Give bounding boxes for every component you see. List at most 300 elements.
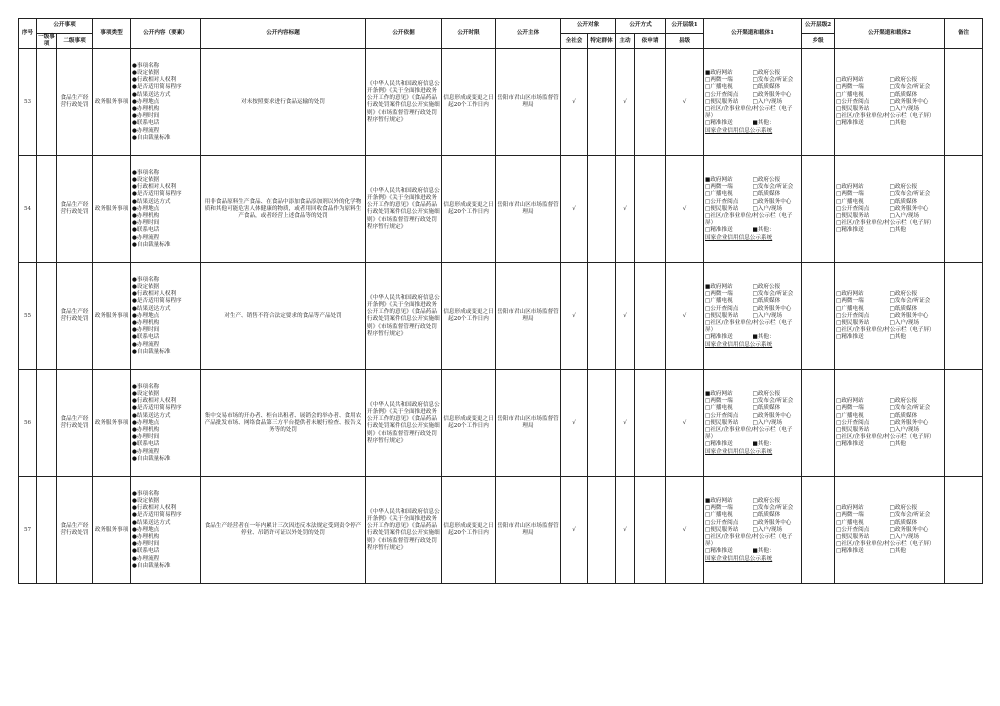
channel1-option: ■其他： — [752, 548, 775, 555]
content-item: ●办理流程 — [132, 448, 160, 455]
channel2-option: □社区/企事业单位/村公示栏（电子屏） — [836, 220, 935, 227]
content-item-list — [132, 63, 199, 142]
row-mode-active-check: √ — [616, 477, 635, 584]
row-level1-item — [37, 156, 57, 263]
row-level1-item — [37, 263, 57, 370]
row-subject: 岳阳市君山区市场监督管理局 — [496, 49, 561, 156]
channel2-option: □发布会/听证会 — [889, 512, 931, 519]
content-item: ●联系电话 — [132, 441, 160, 448]
row-mode-active-check: √ — [616, 263, 635, 370]
channel2-option: □入户/现场 — [889, 534, 920, 540]
channel2-option: □政府网站 — [836, 505, 864, 512]
channel2-option: □政务服务中心 — [889, 419, 929, 426]
content-item: ●办理流程 — [132, 341, 160, 348]
channel1-option: □广播电视 — [705, 512, 733, 519]
channel2-option: □政务服务中心 — [889, 526, 929, 533]
channel1-option: □政务服务中心 — [752, 91, 792, 98]
channel1-option: □发布会/听证会 — [752, 184, 794, 191]
content-item: ●办理时间 — [132, 220, 160, 227]
channel2-option: □政务服务中心 — [889, 205, 929, 212]
row-remark — [945, 49, 983, 156]
row-channel2 — [835, 477, 945, 584]
row-content-items — [131, 477, 201, 584]
channel1-other-system-link: 国家企业信用信息公示系统 — [705, 234, 773, 241]
content-item: ●设定依据 — [132, 390, 160, 397]
header-content: 公开内容（要素） — [131, 19, 201, 49]
row-level2-township — [802, 370, 835, 477]
channel2-option: □入户/现场 — [889, 106, 920, 112]
header-level1-county: 县级 — [666, 34, 704, 49]
content-item: ●办理机构 — [132, 534, 160, 540]
content-item: ●办理机构 — [132, 106, 160, 112]
channel1-other-system-link: 国家企业信用信息公示系统 — [705, 341, 773, 348]
content-item: ●事项名称 — [132, 276, 160, 283]
row-audience-specific — [588, 263, 616, 370]
channel1-option: □公开查阅点 — [705, 519, 739, 526]
content-item: ●结果送达方式 — [132, 412, 171, 419]
row-seq: 53 — [19, 49, 37, 156]
channel2-option: □精准推送 — [836, 441, 864, 448]
row-remark — [945, 370, 983, 477]
row-audience-specific — [588, 370, 616, 477]
content-item: ●自由裁量标准 — [132, 455, 171, 462]
row-audience-specific — [588, 49, 616, 156]
content-item: ●是否适用简易程序 — [132, 405, 182, 412]
row-basis: 《中华人民共和国政府信息公开条例》《关于全面推进政务公开工作的意见》《食品药品行政处罚案件信息公开实施细则》《市场监督管理行政处罚程序暂行规定》 — [366, 263, 442, 370]
header-title: 公开内容标题 — [201, 19, 366, 49]
channel1-option: □发布会/听证会 — [752, 505, 794, 512]
row-type: 政务服务事项 — [93, 263, 131, 370]
channel1-option: □发布会/听证会 — [752, 291, 794, 298]
header-mode: 公开方式 — [616, 19, 666, 34]
content-item: ●办理时间 — [132, 434, 160, 441]
row-remark — [945, 477, 983, 584]
channel1-option: □政府公报 — [752, 176, 781, 183]
row-subject: 岳阳市君山区市场监督管理局 — [496, 156, 561, 263]
content-item: ●自由裁量标准 — [132, 134, 171, 141]
row-channel2 — [835, 156, 945, 263]
row-level1-item — [37, 49, 57, 156]
channel2-option: □纸质媒体 — [889, 198, 918, 205]
channel1-option: □纸质媒体 — [752, 298, 781, 305]
row-mode-active-check: √ — [616, 370, 635, 477]
row-mode-active-check: √ — [616, 49, 635, 156]
header-audience-all: 全社会 — [561, 34, 588, 49]
header-mode-active: 主动 — [616, 34, 635, 49]
content-item: ●设定依据 — [132, 69, 160, 76]
content-item: ●是否适用简易程序 — [132, 84, 182, 91]
channel1-option: ■其他： — [752, 227, 775, 234]
row-title: 对生产、销售不符合法定要求的食品等产品处罚 — [201, 263, 366, 370]
table-body — [19, 49, 983, 584]
header-matter: 公开事项 — [37, 19, 93, 34]
row-mode-apply — [635, 49, 666, 156]
row-basis: 《中华人民共和国政府信息公开条例》《关于全面推进政务公开工作的意见》《食品药品行政处罚案件信息公开实施细则》《市场监督管理行政处罚程序暂行规定》 — [366, 156, 442, 263]
channel2-option: □广播电视 — [836, 305, 864, 312]
channel1-option: ■政府网站 — [705, 390, 733, 397]
row-mode-apply — [635, 477, 666, 584]
channel2-option: □发布会/听证会 — [889, 191, 931, 198]
header-seq: 序号 — [19, 19, 37, 49]
row-type: 政务服务事项 — [93, 49, 131, 156]
channel2-option: □广播电视 — [836, 519, 864, 526]
header-mode-apply: 依申请 — [635, 34, 666, 49]
channel1-option: □公开查阅点 — [705, 91, 739, 98]
channel2-option: □政府网站 — [836, 291, 864, 298]
row-mode-apply — [635, 156, 666, 263]
channel2-options — [836, 184, 943, 234]
channel2-option: □公开查阅点 — [836, 419, 870, 426]
channel2-option: □社区/企事业单位/村公示栏（电子屏） — [836, 541, 935, 548]
channel2-option: □社区/企事业单位/村公示栏（电子屏） — [836, 113, 935, 120]
header-level2: 公开层级2 — [802, 19, 835, 34]
content-item: ●是否适用简易程序 — [132, 191, 182, 198]
channel2-option: □便民服务站 — [836, 427, 870, 433]
channel2-option: □便民服务站 — [836, 534, 870, 540]
row-title: 对未按照要求进行食品运输的处罚 — [201, 49, 366, 156]
channel1-other-system-link: 国家企业信用信息公示系统 — [705, 448, 773, 455]
content-item: ●办理时间 — [132, 541, 160, 548]
channel1-options — [705, 70, 800, 135]
row-seq: 54 — [19, 156, 37, 263]
row-mode-apply — [635, 263, 666, 370]
channel2-option: □政府公报 — [889, 291, 918, 298]
row-audience-all-check: √ — [561, 370, 588, 477]
row-audience-all-check: √ — [561, 49, 588, 156]
content-item: ●行政相对人权利 — [132, 505, 177, 512]
row-basis: 《中华人民共和国政府信息公开条例》《关于全面推进政务公开工作的意见》《食品药品行政处罚案件信息公开实施细则》《市场监督管理行政处罚程序暂行规定》 — [366, 477, 442, 584]
channel1-option: □纸质媒体 — [752, 512, 781, 519]
channel1-option: □便民服务站 — [705, 526, 739, 533]
channel2-option: □政府公报 — [889, 184, 918, 191]
channel1-option: □两微一端 — [705, 505, 733, 512]
channel1-option: □政务服务中心 — [752, 412, 792, 419]
content-item: ●事项名称 — [132, 490, 160, 497]
channel1-option: □精准推送 — [705, 334, 733, 341]
row-remark — [945, 156, 983, 263]
row-level1-county-check: √ — [666, 477, 704, 584]
row-subject: 岳阳市君山区市场监督管理局 — [496, 370, 561, 477]
content-item: ●联系电话 — [132, 120, 160, 127]
content-item: ●结果送达方式 — [132, 91, 171, 98]
table-row — [19, 477, 983, 584]
channel1-option: □公开查阅点 — [705, 412, 739, 419]
channel1-option: □入户/现场 — [752, 98, 783, 105]
channel2-option: □其他 — [889, 548, 907, 555]
channel1-option: □便民服务站 — [705, 205, 739, 212]
header-basis: 公开依据 — [366, 19, 442, 49]
row-level2-township — [802, 263, 835, 370]
channel1-option: □精准推送 — [705, 227, 733, 234]
header-audience-specific: 特定群体 — [588, 34, 616, 49]
channel2-option: □社区/企事业单位/村公示栏（电子屏） — [836, 327, 935, 334]
channel2-option: □公开查阅点 — [836, 526, 870, 533]
row-subject: 岳阳市君山区市场监督管理局 — [496, 263, 561, 370]
content-item: ●是否适用简易程序 — [132, 512, 182, 519]
channel2-option: □社区/企事业单位/村公示栏（电子屏） — [836, 434, 935, 441]
content-item: ●办理地点 — [132, 205, 160, 212]
channel1-option: □纸质媒体 — [752, 191, 781, 198]
row-type: 政务服务事项 — [93, 477, 131, 584]
row-audience-all-check: √ — [561, 156, 588, 263]
channel1-option: □政府公报 — [752, 283, 781, 290]
header-channel1: 公开渠道和载体1 — [704, 19, 802, 49]
channel1-other-system-link: 国家企业信用信息公示系统 — [705, 555, 773, 562]
row-seq: 57 — [19, 477, 37, 584]
row-audience-all-check: √ — [561, 477, 588, 584]
channel2-option: □两微一端 — [836, 84, 864, 91]
table-row — [19, 263, 983, 370]
channel1-option: □政务服务中心 — [752, 305, 792, 312]
channel1-option: □社区/企事业单位/村公示栏（电子屏） — [705, 106, 793, 120]
channel2-option: □两微一端 — [836, 405, 864, 412]
header-level1: 公开层级1 — [666, 19, 704, 34]
channel2-option: □便民服务站 — [836, 213, 870, 219]
channel2-option: □便民服务站 — [836, 106, 870, 112]
channel2-option: □便民服务站 — [836, 320, 870, 326]
channel2-option: □其他 — [889, 120, 907, 127]
content-item: ●行政相对人权利 — [132, 291, 177, 298]
channel1-option: □两微一端 — [705, 77, 733, 84]
channel1-option: □精准推送 — [705, 120, 733, 127]
row-channel1 — [704, 263, 802, 370]
channel1-option: □广播电视 — [705, 191, 733, 198]
content-item: ●设定依据 — [132, 176, 160, 183]
channel1-options — [705, 498, 800, 563]
channel1-other-system-link: 国家企业信用信息公示系统 — [705, 127, 773, 134]
row-time-limit: 信息形成或变更之日起20个工作日内 — [442, 370, 496, 477]
channel2-options — [836, 505, 943, 555]
row-content-items — [131, 263, 201, 370]
channel2-option: □两微一端 — [836, 512, 864, 519]
row-remark — [945, 263, 983, 370]
header-subject: 公开主体 — [496, 19, 561, 49]
row-level2-item: 食品生产经营行政处罚 — [57, 263, 93, 370]
channel2-options — [836, 398, 943, 448]
channel2-option: □两微一端 — [836, 298, 864, 305]
channel1-options — [705, 284, 800, 349]
channel1-option: □政务服务中心 — [752, 519, 792, 526]
channel2-option: □政府公报 — [889, 398, 918, 405]
content-item: ●办理地点 — [132, 526, 160, 533]
content-item: ●办理机构 — [132, 427, 160, 433]
disclosure-table — [18, 18, 983, 584]
row-level1-item — [37, 370, 57, 477]
channel1-option: □两微一端 — [705, 184, 733, 191]
channel1-option: □广播电视 — [705, 84, 733, 91]
table-row — [19, 156, 983, 263]
content-item: ●事项名称 — [132, 169, 160, 176]
row-basis: 《中华人民共和国政府信息公开条例》《关于全面推进政务公开工作的意见》《食品药品行政处罚案件信息公开实施细则》《市场监督管理行政处罚程序暂行规定》 — [366, 370, 442, 477]
channel1-option: ■其他： — [752, 441, 775, 448]
header-row-1 — [19, 19, 983, 34]
channel2-option: □公开查阅点 — [836, 98, 870, 105]
content-item: ●自由裁量标准 — [132, 241, 171, 248]
channel1-option: □广播电视 — [705, 298, 733, 305]
header-level2-item: 二级事项 — [57, 34, 93, 49]
channel1-option: □政府公报 — [752, 497, 781, 504]
row-level2-item: 食品生产经营行政处罚 — [57, 156, 93, 263]
content-item: ●办理地点 — [132, 98, 160, 105]
channel2-option: □广播电视 — [836, 198, 864, 205]
channel2-option: □其他 — [889, 334, 907, 341]
row-level2-township — [802, 477, 835, 584]
channel1-options — [705, 391, 800, 456]
channel2-options — [836, 291, 943, 341]
content-item: ●联系电话 — [132, 334, 160, 341]
channel2-option: □发布会/听证会 — [889, 405, 931, 412]
channel2-option: □政府网站 — [836, 398, 864, 405]
row-level2-item: 食品生产经营行政处罚 — [57, 477, 93, 584]
content-item: ●办理机构 — [132, 213, 160, 219]
row-time-limit: 信息形成或变更之日起20个工作日内 — [442, 477, 496, 584]
row-seq: 55 — [19, 263, 37, 370]
content-item-list — [132, 384, 199, 463]
channel1-options — [705, 177, 800, 242]
channel1-option: □便民服务站 — [705, 98, 739, 105]
channel1-option: □便民服务站 — [705, 419, 739, 426]
content-item: ●办理时间 — [132, 113, 160, 120]
channel2-option: □纸质媒体 — [889, 412, 918, 419]
row-channel1 — [704, 49, 802, 156]
row-title: 食品生产经营者在一年内累计三次因违反本法规定受到责令停产停业、吊销许可证以外处罚的处罚 — [201, 477, 366, 584]
row-audience-specific — [588, 156, 616, 263]
channel1-option: □入户/现场 — [752, 205, 783, 212]
header-level2-township: 乡级 — [802, 34, 835, 49]
channel2-option: □其他 — [889, 441, 907, 448]
channel1-option: ■政府网站 — [705, 176, 733, 183]
row-mode-apply — [635, 370, 666, 477]
channel1-option: □公开查阅点 — [705, 305, 739, 312]
channel1-option: □便民服务站 — [705, 312, 739, 319]
channel2-option: □政府公报 — [889, 505, 918, 512]
channel1-option: □精准推送 — [705, 548, 733, 555]
channel2-options — [836, 77, 943, 127]
channel1-option: □精准推送 — [705, 441, 733, 448]
content-item: ●办理流程 — [132, 555, 160, 562]
channel2-option: □精准推送 — [836, 120, 864, 127]
content-item: ●自由裁量标准 — [132, 562, 171, 569]
content-item: ●办理流程 — [132, 127, 160, 134]
content-item: ●结果送达方式 — [132, 198, 171, 205]
channel1-option: □发布会/听证会 — [752, 398, 794, 405]
row-level1-county-check: √ — [666, 49, 704, 156]
content-item: ●办理时间 — [132, 327, 160, 334]
row-basis: 《中华人民共和国政府信息公开条例》《关于全面推进政务公开工作的意见》《食品药品行政处罚案件信息公开实施细则》《市场监督管理行政处罚程序暂行规定》 — [366, 49, 442, 156]
channel1-option: □纸质媒体 — [752, 84, 781, 91]
row-time-limit: 信息形成或变更之日起20个工作日内 — [442, 263, 496, 370]
channel1-option: □政府公报 — [752, 390, 781, 397]
content-item: ●行政相对人权利 — [132, 398, 177, 405]
row-type: 政务服务事项 — [93, 156, 131, 263]
channel1-option: □两微一端 — [705, 398, 733, 405]
channel1-option: ■其他： — [752, 334, 775, 341]
content-item-list — [132, 491, 199, 570]
header-audience: 公开对象 — [561, 19, 616, 34]
channel2-option: □纸质媒体 — [889, 305, 918, 312]
header-channel2: 公开渠道和载体2 — [835, 19, 945, 49]
content-item: ●办理地点 — [132, 419, 160, 426]
channel1-option: ■其他： — [752, 120, 775, 127]
row-time-limit: 信息形成或变更之日起20个工作日内 — [442, 156, 496, 263]
row-audience-all-check: √ — [561, 263, 588, 370]
channel1-option: □入户/现场 — [752, 526, 783, 533]
channel1-option: □政府公报 — [752, 69, 781, 76]
channel1-option: □发布会/听证会 — [752, 77, 794, 84]
channel1-option: □社区/企事业单位/村公示栏（电子屏） — [705, 213, 793, 227]
channel2-option: □其他 — [889, 227, 907, 234]
content-item: ●办理机构 — [132, 320, 160, 326]
channel2-option: □公开查阅点 — [836, 205, 870, 212]
channel1-option: □纸质媒体 — [752, 405, 781, 412]
channel2-option: □入户/现场 — [889, 320, 920, 326]
header-time-limit: 公开时限 — [442, 19, 496, 49]
content-item: ●是否适用简易程序 — [132, 298, 182, 305]
channel2-option: □政务服务中心 — [889, 312, 929, 319]
row-level2-item: 食品生产经营行政处罚 — [57, 370, 93, 477]
channel1-option: ■政府网站 — [705, 69, 733, 76]
row-channel2 — [835, 49, 945, 156]
row-content-items — [131, 370, 201, 477]
content-item: ●自由裁量标准 — [132, 348, 171, 355]
channel2-option: □广播电视 — [836, 412, 864, 419]
row-level2-township — [802, 49, 835, 156]
channel1-option: □两微一端 — [705, 291, 733, 298]
channel1-option: ■政府网站 — [705, 283, 733, 290]
row-time-limit: 信息形成或变更之日起20个工作日内 — [442, 49, 496, 156]
content-item: ●行政相对人权利 — [132, 77, 177, 84]
row-channel1 — [704, 370, 802, 477]
channel2-option: □纸质媒体 — [889, 91, 918, 98]
channel2-option: □广播电视 — [836, 91, 864, 98]
row-level1-county-check: √ — [666, 156, 704, 263]
content-item: ●行政相对人权利 — [132, 184, 177, 191]
channel2-option: □发布会/听证会 — [889, 84, 931, 91]
content-item: ●设定依据 — [132, 497, 160, 504]
content-item: ●结果送达方式 — [132, 305, 171, 312]
header-level1-item: 一级事项 — [38, 34, 55, 48]
row-content-items — [131, 156, 201, 263]
header-remark: 备注 — [945, 19, 983, 49]
channel1-option: ■政府网站 — [705, 497, 733, 504]
channel1-option: □社区/企事业单位/村公示栏（电子屏） — [705, 427, 793, 441]
channel1-option: □公开查阅点 — [705, 198, 739, 205]
content-item: ●办理地点 — [132, 312, 160, 319]
table-row — [19, 49, 983, 156]
channel2-option: □入户/现场 — [889, 427, 920, 433]
channel1-option: □政务服务中心 — [752, 198, 792, 205]
channel2-option: □政府网站 — [836, 77, 864, 84]
row-level1-item — [37, 477, 57, 584]
content-item-list — [132, 277, 199, 356]
channel2-option: □入户/现场 — [889, 213, 920, 219]
row-title: 集中交易市场的开办者、柜台出租者、展销会的举办者、食用农产品批发市场、网络食品第三方平台提供者未履行检查、报告义务等的处罚 — [201, 370, 366, 477]
channel1-option: □入户/现场 — [752, 312, 783, 319]
channel1-option: □广播电视 — [705, 405, 733, 412]
content-item: ●结果送达方式 — [132, 519, 171, 526]
row-level1-county-check: √ — [666, 370, 704, 477]
row-level2-item: 食品生产经营行政处罚 — [57, 49, 93, 156]
row-channel1 — [704, 156, 802, 263]
row-mode-active-check: √ — [616, 156, 635, 263]
channel2-option: □精准推送 — [836, 548, 864, 555]
row-level2-township — [802, 156, 835, 263]
row-type: 政务服务事项 — [93, 370, 131, 477]
channel2-option: □纸质媒体 — [889, 519, 918, 526]
row-channel1 — [704, 477, 802, 584]
channel2-option: □政府公报 — [889, 77, 918, 84]
table-row — [19, 370, 983, 477]
